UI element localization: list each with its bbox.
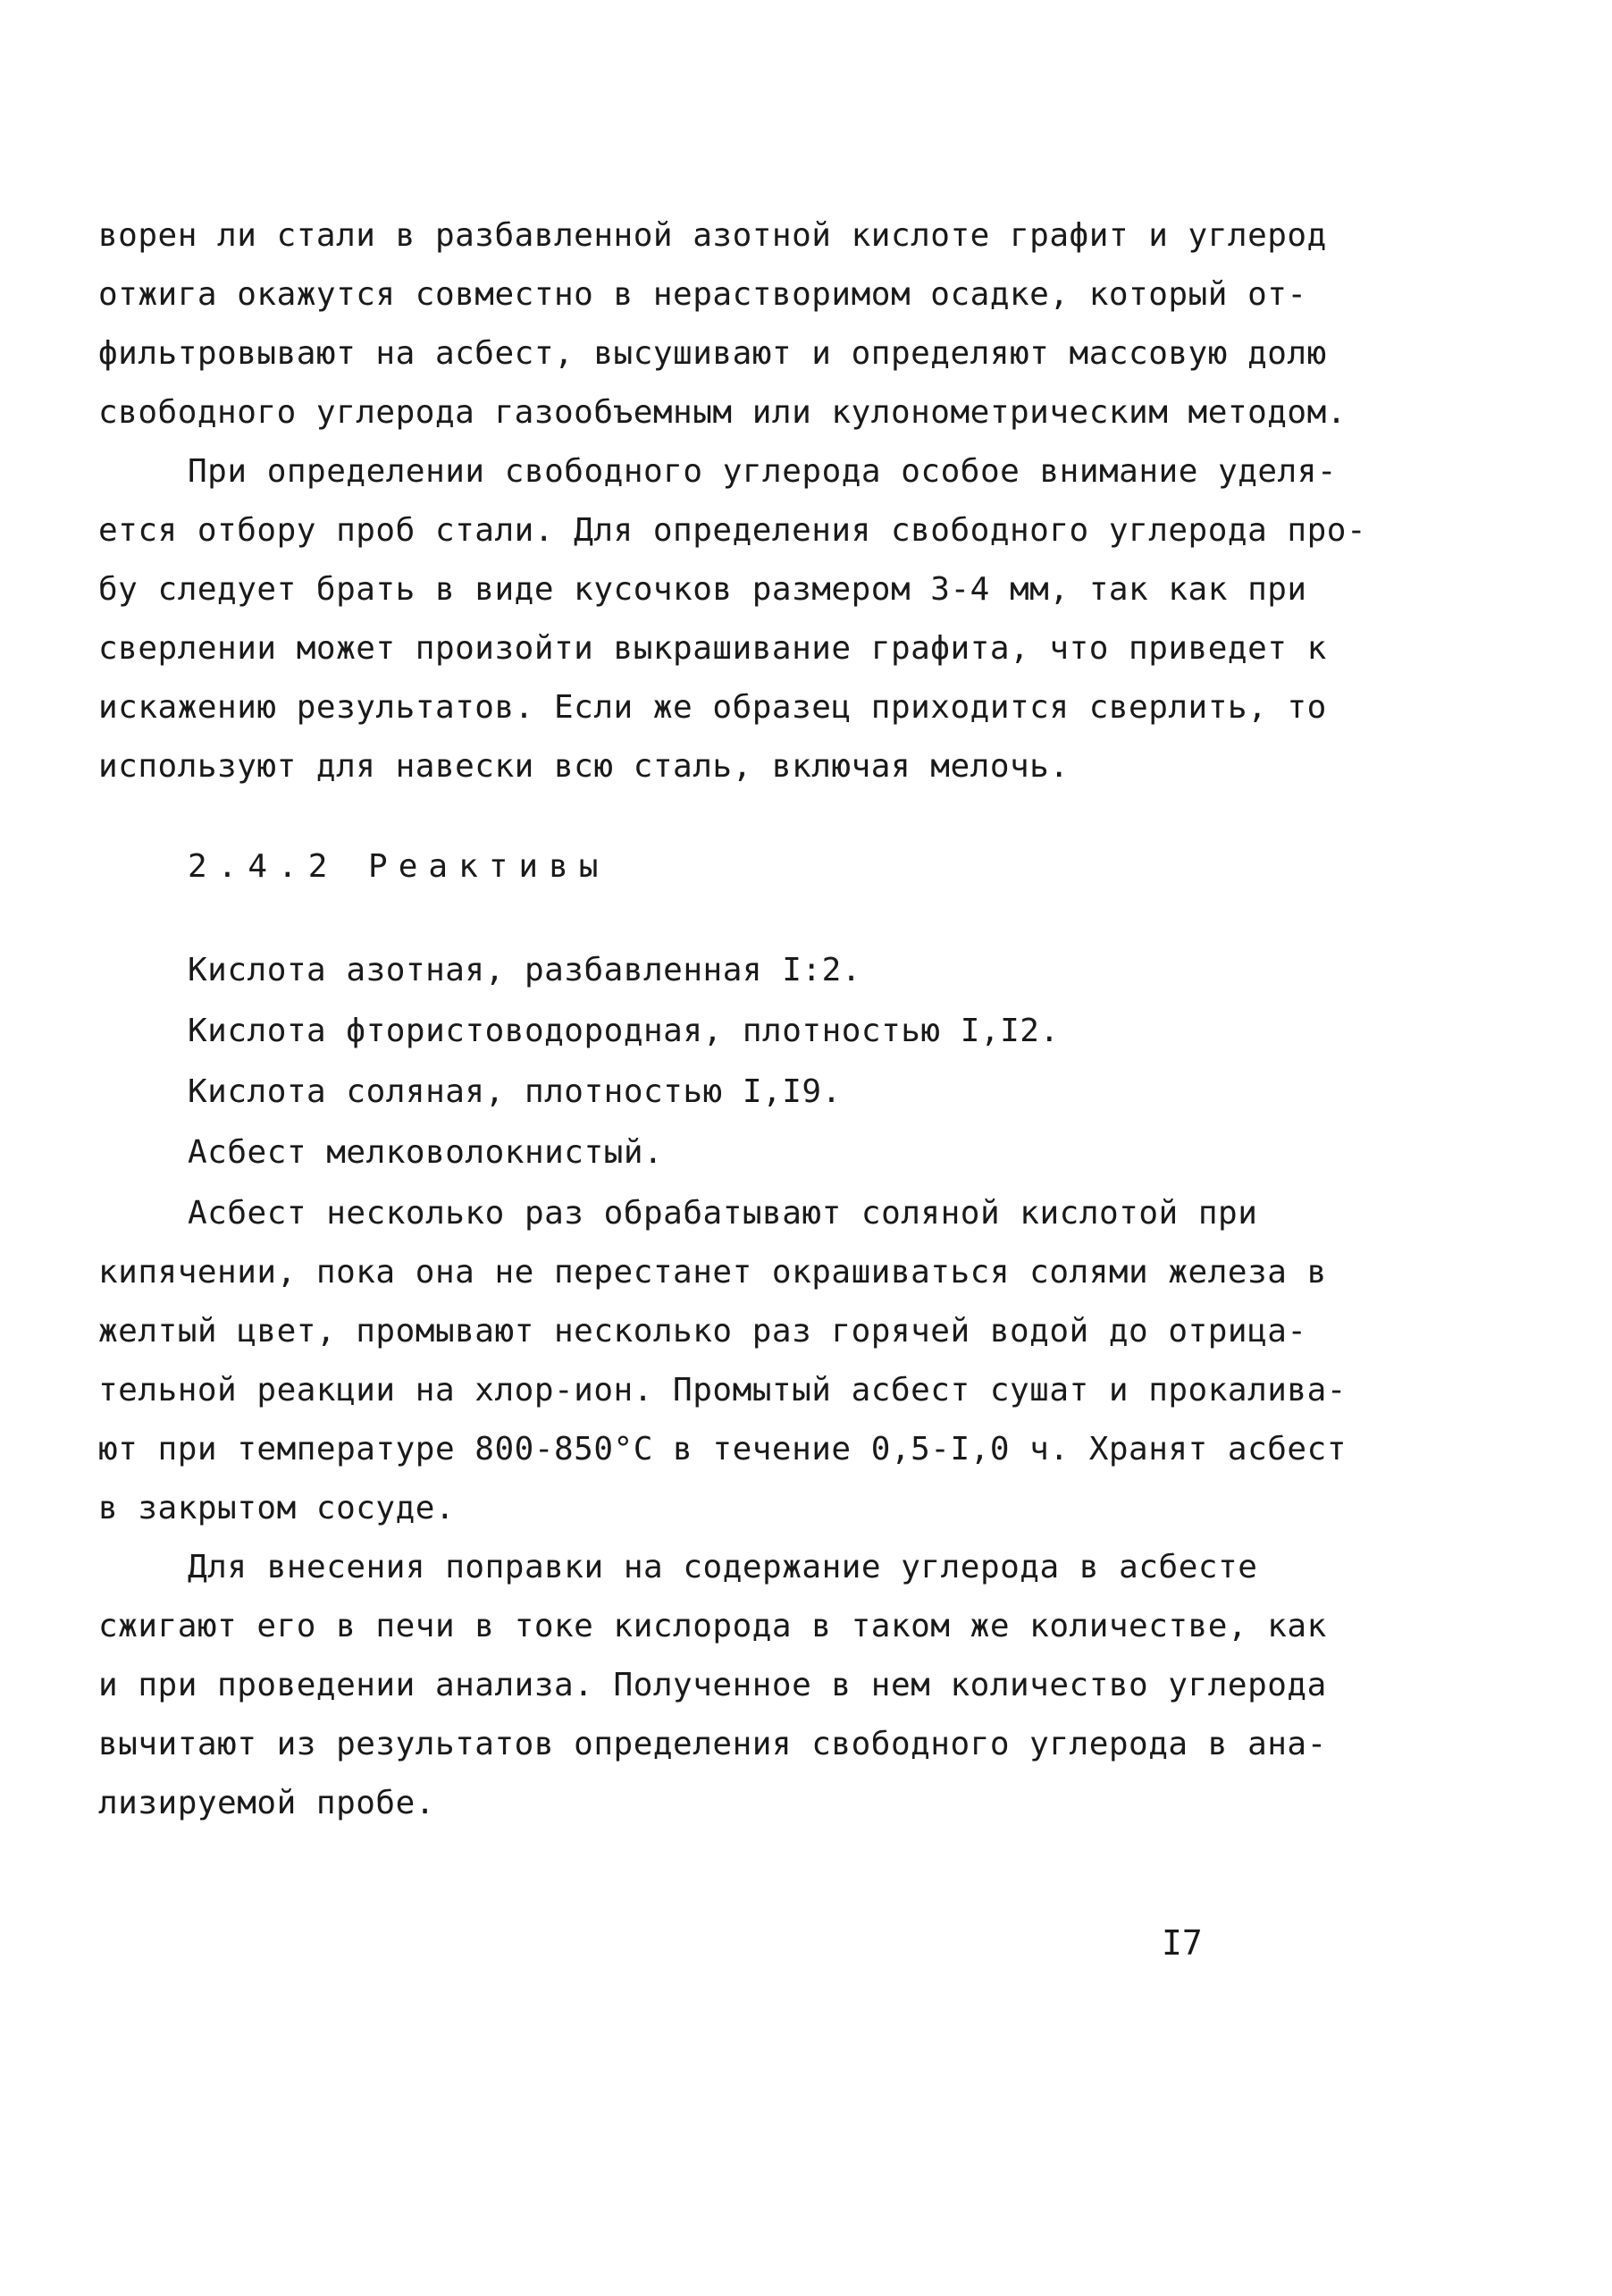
para3-line-3: желтый цвет, промывают несколько раз горячей водой до отрица- [98,1313,1307,1350]
para3-line-5: ют при температуре 800-850°С в течение 0,5-I,0 ч. Хранят асбест [98,1431,1347,1468]
para4-line-3: и при проведении анализа. Полученное в нем количество углерода [98,1667,1327,1703]
reagent-item-1: Кислота азотная, разбавленная I:2. [188,952,861,988]
para2-line-4: сверлении может произойти выкрашивание графита, что приведет к [98,630,1327,667]
para2-line-1: При определении свободного углерода особое внимание уделя- [188,453,1338,490]
para1-line-3: фильтровывают на асбест, высушивают и определяют массовую долю [98,335,1327,372]
para3-line-4: тельной реакции на хлор-ион. Промытый асбест сушат и прокалива- [98,1372,1347,1409]
reagent-item-4: Асбест мелковолокнистый. [188,1134,664,1171]
para4-line-5: лизируемой пробе. [98,1785,435,1821]
section-heading: 2.4.2 Реактивы [188,848,609,885]
para1-line-2: отжига окажутся совместно в нерастворимом осадке, который от- [98,276,1307,313]
para4-line-1: Для внесения поправки на содержание углерода в асбесте [188,1549,1258,1585]
reagent-item-3: Кислота соляная, плотностью I,I9. [188,1073,842,1110]
reagent-item-2: Кислота фтористоводородная, плотностью I,I2. [188,1013,1060,1049]
para2-line-3: бу следует брать в виде кусочков размером 3-4 мм, так как при [98,571,1307,608]
para1-line-4: свободного углерода газообъемным или кулонометрическим методом. [98,394,1347,431]
para2-line-2: ется отбору проб стали. Для определения свободного углерода про- [98,512,1367,549]
para1-line-1: ворен ли стали в разбавленной азотной кислоте графит и углерод [98,217,1327,254]
para4-line-2: сжигают его в печи в токе кислорода в таком же количестве, как [98,1608,1327,1644]
para2-line-6: используют для навески всю сталь, включая мелочь. [98,748,1070,785]
para2-line-5: искажению результатов. Если же образец приходится сверлить, то [98,689,1327,726]
para4-line-4: вычитают из результатов определения свободного углерода в ана- [98,1726,1327,1762]
para3-line-6: в закрытом сосуде. [98,1490,456,1526]
page-number: I7 [1162,1923,1203,1963]
para3-line-2: кипячении, пока она не перестанет окрашиваться солями железа в [98,1254,1327,1291]
para3-line-1: Асбест несколько раз обрабатывают соляной кислотой при [188,1195,1258,1232]
